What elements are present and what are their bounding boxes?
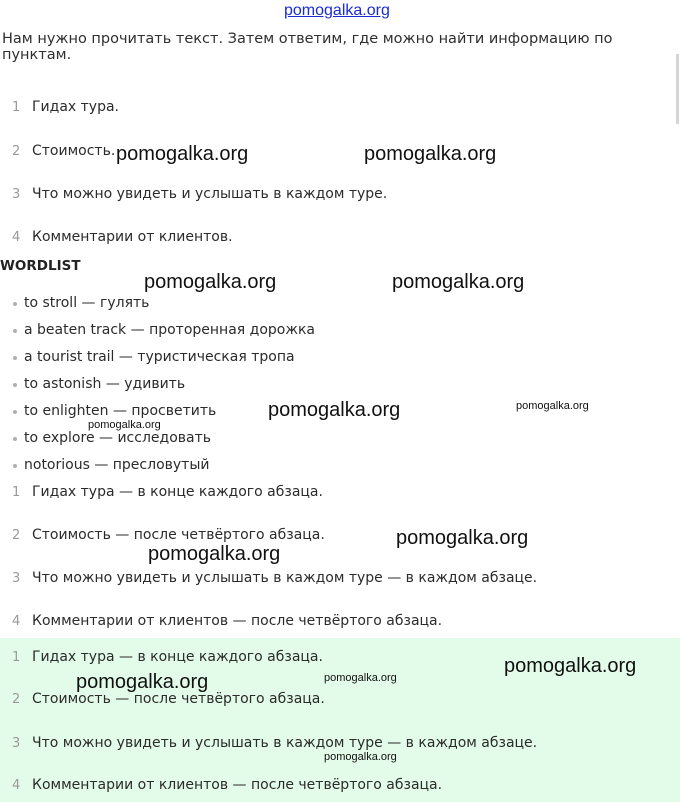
wordlist-item: notorious — пресловутый [24,457,210,473]
bullet-icon [13,410,17,414]
answer-number: 2 [12,528,21,543]
answer-number: 3 [12,736,21,751]
answer-text: Стоимость — после четвёртого абзаца. [32,691,325,707]
bullet-icon [13,437,17,441]
answer-text: Что можно увидеть и услышать в каждом туре — в каждом абзаце. [32,735,538,751]
bullet-icon [13,329,17,333]
answer-text: Комментарии от клиентов — после четвёртого абзаца. [32,777,443,793]
watermark: pomogalka.org [148,543,281,565]
wordlist-item: to astonish — удивить [24,376,186,392]
answer-number: 2 [12,692,21,707]
bullet-icon [13,302,17,306]
site-link[interactable]: pomogalka.org [284,2,390,19]
watermark: pomogalka.org [116,143,249,165]
bullet-icon [13,464,17,468]
watermark: pomogalka.org [324,751,397,763]
watermark: pomogalka.org [396,527,529,549]
answer-text: Стоимость — после четвёртого абзаца. [32,527,325,543]
wordlist-item: to explore — исследовать [24,430,211,446]
watermark: pomogalka.org [144,271,277,293]
watermark: pomogalka.org [516,400,589,412]
answer-number: 1 [12,650,21,665]
answer-number: 4 [12,778,21,793]
answer-number: 1 [12,485,21,500]
answer-text: Гидах тура — в конце каждого абзаца. [32,649,323,665]
task-text: Гидах тура. [32,99,119,115]
answer-text: Гидах тура — в конце каждого абзаца. [32,484,323,500]
task-text: Что можно увидеть и услышать в каждом туре. [32,186,388,202]
scrollbar[interactable] [676,54,679,124]
watermark: pomogalka.org [76,671,209,693]
task-number: 1 [12,100,21,115]
task-number: 3 [12,187,21,202]
watermark: pomogalka.org [88,419,161,431]
answer-text: Комментарии от клиентов — после четвёртого абзаца. [32,613,443,629]
bullet-icon [13,356,17,360]
wordlist-item: to stroll — гулять [24,295,150,311]
watermark: pomogalka.org [364,143,497,165]
wordlist-item: to enlighten — просветить [24,403,217,419]
answer-number: 4 [12,614,21,629]
watermark: pomogalka.org [324,672,397,684]
task-number: 2 [12,144,21,159]
answer-number: 3 [12,571,21,586]
intro-text: Нам нужно прочитать текст. Затем ответим, где можно найти информацию по пунктам. [2,31,613,63]
task-text: Стоимость. [32,143,116,159]
answer-text: Что можно увидеть и услышать в каждом туре — в каждом абзаце. [32,570,538,586]
wordlist-item: a tourist trail — туристическая тропа [24,349,295,365]
bullet-icon [13,383,17,387]
watermark: pomogalka.org [268,399,401,421]
wordlist-title: WORDLIST [0,258,81,274]
task-number: 4 [12,230,21,245]
watermark: pomogalka.org [504,655,637,677]
watermark: pomogalka.org [392,271,525,293]
task-text: Комментарии от клиентов. [32,229,233,245]
wordlist-item: a beaten track — проторенная дорожка [24,322,315,338]
